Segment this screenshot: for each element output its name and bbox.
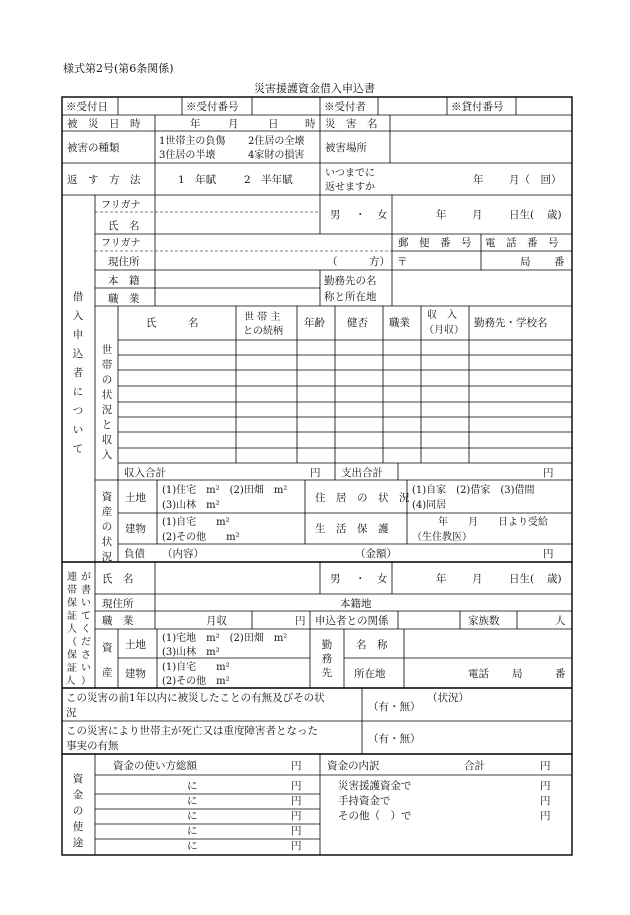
- housing-label: 住 居 の 状 況: [315, 492, 410, 504]
- hh-col-income-1: 収 入: [427, 310, 457, 321]
- g-birth-month: 月: [472, 573, 483, 585]
- hh-col-rel-2: との続柄: [243, 326, 283, 337]
- usage-total-label: 資金の使い方総額: [113, 760, 197, 772]
- land-label: 土地: [125, 492, 146, 504]
- breakdown-row-3-yen: 円: [540, 810, 551, 822]
- g-monthly-yen: 円: [295, 615, 306, 627]
- hh-col-job: 職業: [389, 317, 410, 329]
- repay-label: 返 す 方 法: [67, 174, 141, 186]
- building-label: 建物: [125, 523, 146, 535]
- phone-number-label: 電 話 番 号: [485, 237, 559, 249]
- disaster-day: 日: [268, 118, 279, 130]
- welfare-line-1: 年 月 日より受給: [438, 517, 548, 528]
- building-line-1: (1)自宅 m²: [162, 517, 230, 528]
- g-land-line-1: (1)宅地 m² (2)田畑 m²: [162, 633, 288, 644]
- furigana-label-1: フリガナ: [101, 200, 141, 211]
- repay-month: 月（ 回）: [509, 174, 562, 186]
- g-family-label: 家族数: [468, 615, 500, 627]
- office-loan-no: ※貸付番号: [451, 101, 504, 113]
- breakdown-label: 資金の内訳: [327, 760, 380, 772]
- usage-section-label: 資金の使途: [72, 773, 84, 849]
- g-birth-day: 日生(: [509, 573, 535, 585]
- death-q2: 事実の有無: [66, 740, 119, 752]
- household-section-label: 世帯の状況と収入: [101, 344, 113, 461]
- repay-when-1: いつまでに: [325, 168, 375, 179]
- g-family-person: 人: [555, 615, 566, 627]
- repay-when-2: 返せますか: [325, 182, 375, 193]
- sex-female: 女: [377, 209, 388, 221]
- g-birth-year: 年: [436, 573, 447, 585]
- office-received-date: ※受付日: [66, 101, 108, 113]
- g-name-label: 氏 名: [102, 573, 134, 585]
- office-received-no: ※受付番号: [186, 101, 239, 113]
- birth-month: 月: [472, 209, 483, 221]
- g-occupation-label: 職 業: [102, 615, 134, 627]
- page-title: 災害援護資金借入申込書: [254, 82, 375, 95]
- phone-number-suffix: 番: [554, 256, 565, 268]
- housing-line-1: (1)自家 (2)借家 (3)借間: [412, 485, 535, 496]
- assets-section-label: 資産の状況: [101, 491, 113, 563]
- g-building-line-2: (2)その他 m²: [162, 676, 230, 687]
- breakdown-row-2: 手持資金で: [338, 795, 391, 807]
- g-building-line-1: (1)自宅 m²: [162, 662, 230, 673]
- usage-row-yen-2: 円: [291, 795, 302, 807]
- g-birth-age: 歳): [547, 573, 562, 585]
- damage-opt3: 3住居の半壊: [159, 150, 216, 161]
- usage-row-ni-2: に: [187, 795, 198, 807]
- disaster-month: 月: [228, 118, 239, 130]
- usage-row-yen-1: 円: [291, 780, 302, 792]
- g-honseki-label: 本籍地: [340, 598, 372, 610]
- damage-type-label: 被害の種類: [67, 142, 120, 154]
- damage-place-label: 被害場所: [325, 142, 367, 154]
- sex-dot: ・: [355, 209, 366, 221]
- g-sex-female: 女: [377, 573, 388, 585]
- breakdown-row-1: 災害援護資金で: [338, 780, 412, 792]
- expense-total-yen: 円: [543, 467, 554, 479]
- postal-mark: 〒: [397, 256, 408, 268]
- death-yesno: （有・無）: [368, 733, 421, 745]
- prev-disaster-q1: この災害の前1年以内に被災したことの有無及びその状: [66, 692, 325, 704]
- g-work-name-label: 名 称: [356, 639, 388, 651]
- damage-opt4: 4家財の損害: [248, 150, 305, 161]
- income-total-label: 収入合計: [124, 467, 166, 479]
- damage-opt2: 2住居の全壊: [248, 136, 305, 147]
- disaster-year: 年: [190, 118, 201, 130]
- birth-year: 年: [436, 209, 447, 221]
- g-phone-number-suffix: 番: [555, 668, 566, 680]
- birth-day: 日生(: [509, 209, 535, 221]
- usage-row-ni-4: に: [187, 825, 198, 837]
- debt-label: 負債: [124, 548, 145, 560]
- workplace-label-1: 勤務先の名: [324, 275, 377, 287]
- breakdown-total-yen: 円: [540, 760, 551, 772]
- hh-col-work: 勤務先・学校名: [474, 317, 548, 329]
- form-style-label: 様式第2号(第6条関係): [63, 62, 174, 75]
- prev-disaster-status: （状況）: [427, 692, 469, 704]
- expense-total-label: 支出合計: [341, 467, 383, 479]
- breakdown-row-1-yen: 円: [540, 780, 551, 792]
- prev-disaster-yesno: （有・無）: [368, 701, 421, 713]
- g-work-section-label: 勤務先: [321, 639, 333, 679]
- address-label: 現住所: [108, 256, 140, 268]
- welfare-line-2: （生住教医）: [412, 532, 472, 543]
- debt-yen: 円: [543, 548, 554, 560]
- g-work-place-label: 所在地: [354, 668, 386, 680]
- usage-row-yen-3: 円: [291, 810, 302, 822]
- g-land-line-2: (3)山林 m²: [162, 647, 220, 658]
- occupation-label: 職 業: [108, 293, 140, 305]
- prev-disaster-q2: 況: [66, 707, 77, 719]
- disaster-hour: 時: [305, 118, 316, 130]
- housing-line-2: (4)同居: [412, 500, 447, 511]
- g-sex-dot: ・: [355, 573, 366, 585]
- address-suffix: （ 方）: [327, 256, 390, 268]
- debt-amount: （金額）: [355, 548, 397, 560]
- g-phone-station: 局: [512, 668, 523, 680]
- income-total-yen: 円: [310, 467, 321, 479]
- repay-opt2: 2 半年賦: [244, 174, 293, 186]
- land-line-2: (3)山林 m²: [162, 500, 220, 511]
- disaster-name-label: 災 害 名: [325, 118, 378, 130]
- g-address-label: 現住所: [102, 598, 134, 610]
- g-monthly-label: 月収: [206, 615, 227, 627]
- g-phone-label: 電話: [468, 668, 489, 680]
- breakdown-total-label: 合計: [464, 760, 485, 772]
- office-receiver: ※受付者: [324, 101, 366, 113]
- name-label: 氏 名: [108, 220, 140, 232]
- debt-content: （内容）: [162, 548, 204, 560]
- g-land-label: 土地: [125, 639, 146, 651]
- breakdown-row-3: その他（ ）で: [338, 810, 412, 822]
- usage-row-lines: [95, 794, 320, 839]
- workplace-label-2: 称と所在地: [324, 291, 377, 303]
- g-assets-1: 資: [102, 642, 113, 654]
- usage-row-ni-5: に: [187, 840, 198, 852]
- usage-row-ni-3: に: [187, 810, 198, 822]
- usage-row-ni-1: に: [187, 780, 198, 792]
- usage-total-yen: 円: [291, 760, 302, 772]
- death-q1: この災害により世帯主が死亡又は重度障害者となった: [66, 725, 318, 737]
- g-assets-2: 産: [102, 667, 113, 679]
- furigana-label-2: フリガナ: [101, 238, 141, 249]
- hh-col-name: 氏 名: [146, 317, 199, 329]
- hh-col-health: 健否: [347, 317, 368, 329]
- damage-opt1: 1世帯主の負傷: [159, 136, 226, 147]
- repay-year: 年: [473, 174, 484, 186]
- hh-col-income-2: （月収）: [424, 325, 464, 336]
- usage-row-yen-5: 円: [291, 840, 302, 852]
- postal-code-label: 郵 便 番 号: [398, 237, 472, 249]
- g-relation-label: 申込者との関係: [315, 615, 389, 627]
- building-line-2: (2)その他 m²: [162, 532, 240, 543]
- welfare-label: 生 活 保 護: [315, 523, 389, 535]
- g-sex-male: 男: [330, 573, 341, 585]
- hh-col-age: 年齢: [304, 317, 325, 329]
- guarantor-section-label: 連帯保証人（保証人 が書いてください）: [65, 572, 91, 687]
- phone-station: 局: [520, 256, 531, 268]
- usage-row-yen-4: 円: [291, 825, 302, 837]
- birth-age: 歳): [547, 209, 562, 221]
- disaster-date-label: 被 災 日 時: [67, 118, 141, 130]
- usage-rows: [187, 780, 302, 852]
- honseki-label: 本 籍: [108, 275, 140, 287]
- sex-male: 男: [330, 209, 341, 221]
- breakdown-row-2-yen: 円: [540, 795, 551, 807]
- applicant-section-label: 借入申込者について: [72, 291, 84, 455]
- hh-col-rel-1: 世 帯 主: [244, 312, 281, 323]
- repay-opt1: 1 年賦: [178, 174, 217, 186]
- land-line-1: (1)住宅 m² (2)田畑 m²: [162, 485, 288, 496]
- g-building-label: 建物: [125, 668, 146, 680]
